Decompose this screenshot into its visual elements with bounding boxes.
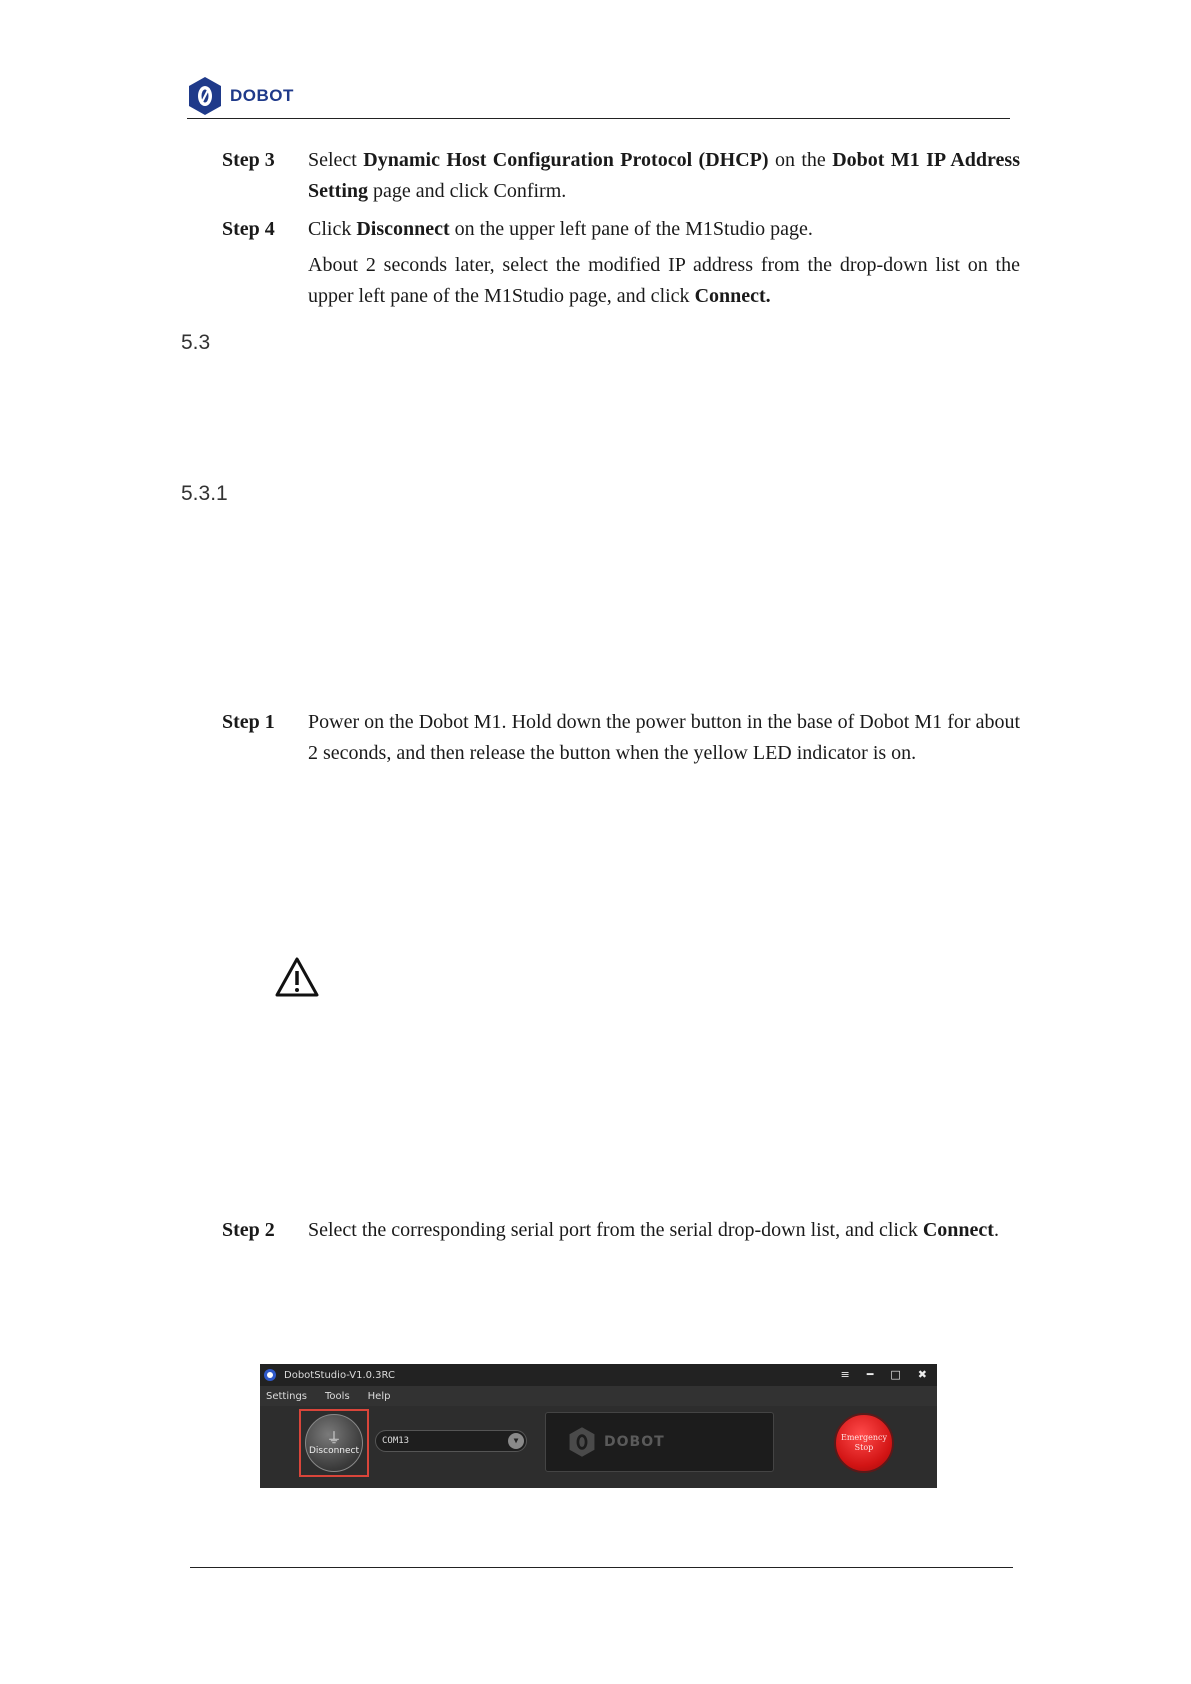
dobot-logo-icon xyxy=(187,76,223,116)
step-label: Step 2 xyxy=(222,1219,275,1241)
disconnect-button[interactable] xyxy=(305,1414,363,1472)
step-4 xyxy=(222,214,1020,312)
step-3 xyxy=(222,145,1020,207)
emergency-stop-button[interactable] xyxy=(834,1413,894,1473)
plug-icon: ⏚ xyxy=(326,1429,342,1447)
app-icon xyxy=(264,1369,276,1381)
brand-name: DOBOT xyxy=(230,86,294,105)
disconnect-label: Disconnect xyxy=(309,1446,359,1456)
step-2 xyxy=(222,1215,1020,1246)
maximize-icon[interactable]: □ xyxy=(890,1368,901,1381)
dobotstudio-screenshot xyxy=(260,1364,937,1488)
menu-tools[interactable]: Tools xyxy=(325,1390,350,1402)
app-title: DobotStudio-V1.0.3RC xyxy=(284,1369,395,1381)
step-label: Step 3 xyxy=(222,149,275,171)
chevron-down-icon[interactable]: ▼ xyxy=(508,1433,524,1449)
serial-port-value: COM13 xyxy=(382,1436,410,1446)
app-menubar xyxy=(260,1386,937,1406)
app-toolbar xyxy=(260,1406,937,1488)
step-4-detail: About 2 seconds later, select the modified IP address from the drop-down list on the upper left pane of the M1Studio page, and click Connect. xyxy=(308,254,1020,307)
warning-icon xyxy=(274,956,320,998)
emergency-stop-label: Emergency Stop xyxy=(841,1433,887,1452)
footer-divider xyxy=(190,1567,1013,1568)
menu-settings[interactable]: Settings xyxy=(266,1390,308,1402)
brand-panel-name: DOBOT xyxy=(604,1434,665,1450)
subsection-number: 5.3.1 xyxy=(181,482,228,505)
menu-icon[interactable]: ≡ xyxy=(840,1368,850,1381)
brand-panel xyxy=(545,1412,774,1472)
step-1-text: Power on the Dobot M1. Hold down the power button in the base of Dobot M1 for about 2 seconds, and then release the button when the yellow LED indicator is on. xyxy=(308,711,1020,764)
section-number: 5.3 xyxy=(181,331,211,354)
dobot-logo-icon xyxy=(568,1426,596,1458)
header-divider xyxy=(187,118,1010,119)
step-label: Step 1 xyxy=(222,711,275,733)
page-header xyxy=(187,76,294,116)
app-titlebar xyxy=(260,1364,937,1386)
serial-port-dropdown[interactable] xyxy=(375,1430,527,1452)
step-label: Step 4 xyxy=(222,218,275,240)
minimize-icon[interactable]: ━ xyxy=(866,1368,874,1381)
step-3-text: Select Dynamic Host Configuration Protocol (DHCP) on the Dobot M1 IP Address Setting page and click Confirm. xyxy=(308,149,1021,202)
close-icon[interactable]: ✖ xyxy=(917,1368,927,1381)
step-2-text: Select the corresponding serial port from the serial drop-down list, and click Connect. xyxy=(308,1219,999,1241)
step-4-text: Click Disconnect on the upper left pane of the M1Studio page. xyxy=(308,218,813,240)
step-1 xyxy=(222,707,1020,769)
window-controls xyxy=(841,1368,927,1381)
menu-help[interactable]: Help xyxy=(367,1390,391,1402)
